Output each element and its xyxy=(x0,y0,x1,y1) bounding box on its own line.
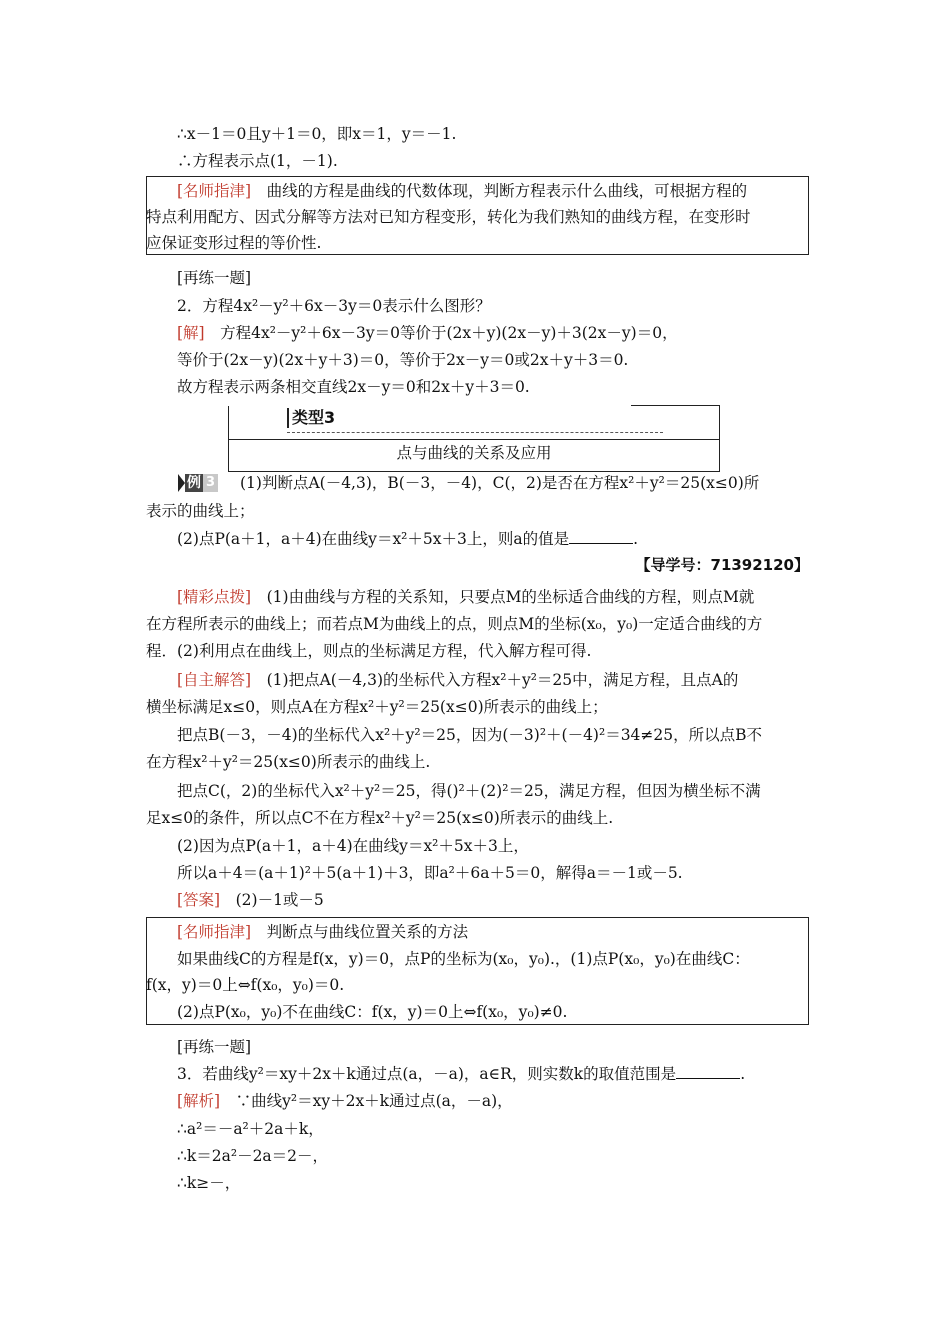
text-line: ∴方程表示点(1，－1). xyxy=(177,152,338,170)
answer-blank xyxy=(676,1064,740,1079)
tip-line: (2)点P(x₀，y₀)不在曲线C：f(x，y)＝0上⇔f(x₀，y₀)≠0. xyxy=(177,1003,568,1021)
dashed-rule xyxy=(287,432,663,433)
guide-number: 【导学号：71392120】 xyxy=(635,556,809,574)
self-solution-line: 在方程x²＋y²＝25(x≤0)所表示的曲线上. xyxy=(146,753,431,771)
self-solution-line: 足x≤0的条件，所以点C不在方程x²＋y²＝25(x≤0)所表示的曲线上. xyxy=(146,809,614,827)
separator-rule xyxy=(229,439,719,440)
solution-line: 故方程表示两条相交直线2x－y＝0和2x＋y＋3＝0. xyxy=(177,378,530,396)
answer-blank xyxy=(569,529,633,544)
self-solution-tag: [自主解答] xyxy=(177,671,252,689)
self-solution-line: (2)因为点P(a＋1，a＋4)在曲线y＝x²＋5x＋3上， xyxy=(177,837,529,855)
question-2: 2．方程4x²－y²＋6x－3y＝0表示什么图形？ xyxy=(177,297,491,315)
example-number: 3 xyxy=(203,474,218,492)
analysis-line: ∴a²＝－a²＋2a＋k， xyxy=(177,1120,324,1138)
self-solution-line: [自主解答] (1)把点A(－4,3)的坐标代入方程x²＋y²＝25中，满足方程，且点A的 xyxy=(177,671,739,689)
type-title: 点与曲线的关系及应用 xyxy=(396,444,552,462)
solution-line: [解] 方程4x²－y²＋6x－3y＝0等价于(2x＋y)(2x－y)＋3(2x－y)＝0， xyxy=(177,324,678,342)
analysis-line: [解析] ∵曲线y²＝xy＋2x＋k通过点(a，－a)， xyxy=(177,1092,513,1110)
tip-line: [名师指津] 曲线的方程是曲线的代数体现，判断方程表示什么曲线，可根据方程的 xyxy=(177,182,748,200)
text-line: ∴x－1＝0且y＋1＝0，即x＝1，y＝－1. xyxy=(177,125,457,143)
self-solution-line: 把点C(，2)的坐标代入x²＋y²＝25，得()²＋(2)²＝25，满足方程，但因为横坐标不满 xyxy=(177,782,761,800)
tip-line: f(x，y)＝0上⇔f(x₀，y₀)＝0. xyxy=(146,976,345,994)
example-line: 表示的曲线上； xyxy=(146,502,255,520)
practice-heading: [再练一题] xyxy=(177,1038,252,1056)
analysis-line: ∴k＝2a²－2a＝2－， xyxy=(177,1147,329,1165)
analysis-tag: [解析] xyxy=(177,1092,221,1110)
tip-line: [名师指津] 判断点与曲线位置关系的方法 xyxy=(177,923,469,941)
example-line: (1)判断点A(－4,3)，B(－3，－4)，C(，2)是否在方程x²＋y²＝25(x≤0)所 xyxy=(240,474,760,492)
play-arrow-icon xyxy=(178,474,185,492)
example-badge xyxy=(178,473,224,492)
example-word: 例 xyxy=(187,474,201,491)
tip-tag: [名师指津] xyxy=(177,182,252,200)
self-solution-line: 横坐标满足x≤0，则点A在方程x²＋y²＝25(x≤0)所表示的曲线上； xyxy=(146,698,608,716)
self-solution-line: 把点B(－3，－4)的坐标代入x²＋y²＝25，因为(－3)²＋(－4)²＝34≠25，所以点B不 xyxy=(177,726,763,744)
hint-line: [精彩点拨] (1)由曲线与方程的关系知，只要点M的坐标适合曲线的方程，则点M就 xyxy=(177,588,755,606)
hint-line: 在方程所表示的曲线上；而若点M为曲线上的点，则点M的坐标(x₀，y₀)一定适合曲线的方 xyxy=(146,615,763,633)
solution-tag: [解] xyxy=(177,324,205,342)
answer-line: [答案] (2)－1或－5 xyxy=(177,891,324,909)
analysis-line: ∴k≥－， xyxy=(177,1174,241,1192)
tip-tag: [名师指津] xyxy=(177,923,252,941)
example-line: (2)点P(a＋1，a＋4)在曲线y＝x²＋5x＋3上，则a的值是 . xyxy=(177,530,639,548)
tip-line: 应保证变形过程的等价性. xyxy=(146,234,322,252)
answer-tag: [答案] xyxy=(177,891,221,909)
solution-line: 等价于(2x－y)(2x＋y＋3)＝0，等价于2x－y＝0或2x＋y＋3＝0. xyxy=(177,351,629,369)
tip-line: 如果曲线C的方程是f(x，y)＝0，点P的坐标为(x₀，y₀).，(1)点P(x₀，y₀)在曲线C： xyxy=(177,950,750,968)
hint-line: 程．(2)利用点在曲线上，则点的坐标满足方程，代入解方程可得. xyxy=(146,642,592,660)
tip-line: 特点利用配方、因式分解等方法对已知方程变形，转化为我们熟知的曲线方程，在变形时 xyxy=(146,208,751,226)
type-heading-box xyxy=(228,406,720,472)
hint-tag: [精彩点拨] xyxy=(177,588,252,606)
self-solution-line: 所以a＋4＝(a＋1)²＋5(a＋1)＋3，即a²＋6a＋5＝0，解得a＝－1或－5. xyxy=(177,864,683,882)
practice-heading: [再练一题] xyxy=(177,269,252,287)
box-top-rule xyxy=(631,405,720,406)
type-label: 类型3 xyxy=(287,408,335,428)
question-3: 3．若曲线y²＝xy＋2x＋k通过点(a，－a)，a∈R，则实数k的取值范围是 . xyxy=(177,1065,746,1083)
